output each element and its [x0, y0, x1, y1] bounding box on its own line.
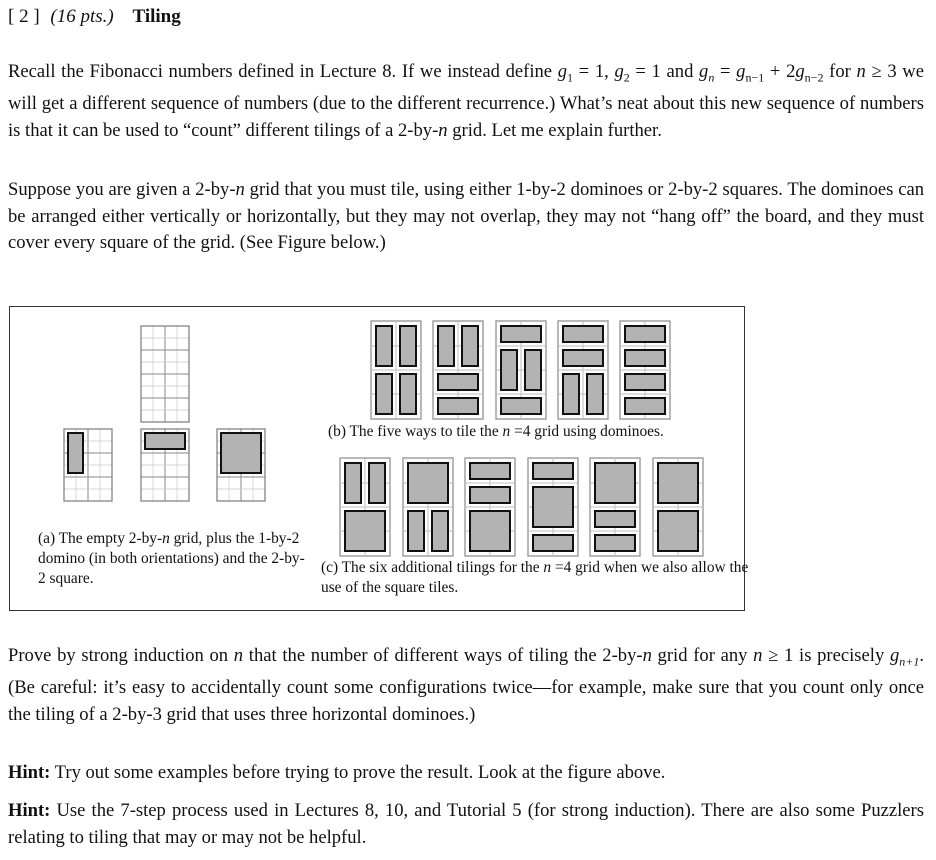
caption-c: (c) The six additional tilings for the n =4 grid when we also allow the use of the square tiles.	[321, 559, 749, 596]
vertical-domino-tile	[376, 374, 392, 414]
horizontal-domino-tile	[563, 326, 603, 342]
empty-2-by-4-grid	[141, 326, 189, 422]
caption-a: (a) The empty 2-by-n grid, plus the 1-by-2 domino (in both orientations) and the 2-by-2 square.	[38, 530, 305, 587]
domino-tiling-b2	[433, 321, 483, 419]
square-tile	[470, 511, 510, 551]
vertical-domino-tile	[587, 374, 603, 414]
vertical-domino-tile	[369, 463, 385, 503]
domino-tiling-b4	[558, 321, 608, 419]
hint-2: Hint: Use the 7-step process used in Lectures 8, 10, and Tutorial 5 (for strong induction). There are also some Puzzlers relating to tiling that may or may not be helpful.	[8, 800, 924, 848]
square-tile	[658, 463, 698, 503]
horizontal-domino-tile	[145, 433, 185, 449]
vertical-domino-tile	[525, 350, 541, 390]
square-tiling-c1	[340, 458, 390, 556]
horizontal-domino-tile	[533, 463, 573, 479]
horizontal-domino-tile	[595, 535, 635, 551]
horizontal-domino-tile	[501, 398, 541, 414]
problem-title: Tiling	[132, 6, 181, 27]
vertical-domino-tile	[563, 374, 579, 414]
vertical-domino-tile	[68, 433, 83, 473]
square-tiling-c3	[465, 458, 515, 556]
vertical-domino-tile	[345, 463, 361, 503]
vertical-domino-tile	[400, 326, 416, 366]
horizontal-domino-tile	[625, 350, 665, 366]
problem-number: [ 2 ]	[8, 6, 40, 27]
horizontal-domino-tile	[625, 374, 665, 390]
horizontal-domino-tile	[470, 487, 510, 503]
vertical-domino-tile	[432, 511, 448, 551]
horizontal-domino-tile	[595, 511, 635, 527]
domino-tiling-b5	[620, 321, 670, 419]
horizontal-domino-tile	[563, 350, 603, 366]
tiling-rules-paragraph: Suppose you are given a 2-by-n grid that you must tile, using either 1-by-2 dominoes or 2-by-2 squares. The dominoes can be arranged either vertically or horizontally, but they may not overlap, they may not “hang off” the board, and they must cover every square of the grid. (See Figure below.)	[8, 179, 925, 253]
vertical-domino-tile	[376, 326, 392, 366]
square-tile	[345, 511, 385, 551]
hint-1: Hint: Try out some examples before trying to prove the result. Look at the figure above.	[8, 762, 666, 783]
square-tiling-c5	[590, 458, 640, 556]
square-tile	[533, 487, 573, 527]
square-tile	[658, 511, 698, 551]
horizontal-domino-tile	[625, 326, 665, 342]
horizontal-domino-tile	[470, 463, 510, 479]
square-tiling-c4	[528, 458, 578, 556]
horizontal-domino-tile	[625, 398, 665, 414]
horizontal-domino-tile	[438, 374, 478, 390]
domino-tiling-b1	[371, 321, 421, 419]
problem-points: (16 pts.)	[50, 6, 114, 27]
square-tiling-c2	[403, 458, 453, 556]
vertical-domino-tile	[462, 326, 478, 366]
horizontal-domino-tile	[438, 398, 478, 414]
square-tile	[408, 463, 448, 503]
vertical-domino-tile	[408, 511, 424, 551]
vertical-domino-tile	[438, 326, 454, 366]
vertical-domino-tile	[501, 350, 517, 390]
problem-heading	[8, 6, 181, 28]
square-tiling-c6	[653, 458, 703, 556]
proof-task-paragraph: Prove by strong induction on n that the number of different ways of tiling the 2-by-n grid for any n ≥ 1 is precisely $g_{n+1}$. (Be careful: it’s easy to accidentally count some configurations twice—for example, make sure that you count only once the tiling of a 2-by-3 grid that uses three horizontal dominoes.)	[8, 645, 925, 725]
intro-paragraph: Recall the Fibonacci numbers defined in Lecture 8. If we instead define $g_1 = 1$, $g_2 = 1$ and $g_n = g_{n-1} + 2g_{n-2}$ for n ≥ 3 we will get a different sequence of numbers (due to the different recurrence.) What’s neat about this new sequence of numbers is that it can be used to “count” different tilings of a 2-by-n grid. Let me explain further.	[8, 61, 924, 141]
tiling-figure	[9, 306, 749, 611]
horizontal-domino-tile	[533, 535, 573, 551]
caption-b: (b) The five ways to tile the n =4 grid using dominoes.	[328, 423, 664, 440]
horizontal-domino-tile	[501, 326, 541, 342]
square-tile	[595, 463, 635, 503]
domino-tiling-b3	[496, 321, 546, 419]
vertical-domino-tile	[400, 374, 416, 414]
square-tile	[221, 433, 261, 473]
